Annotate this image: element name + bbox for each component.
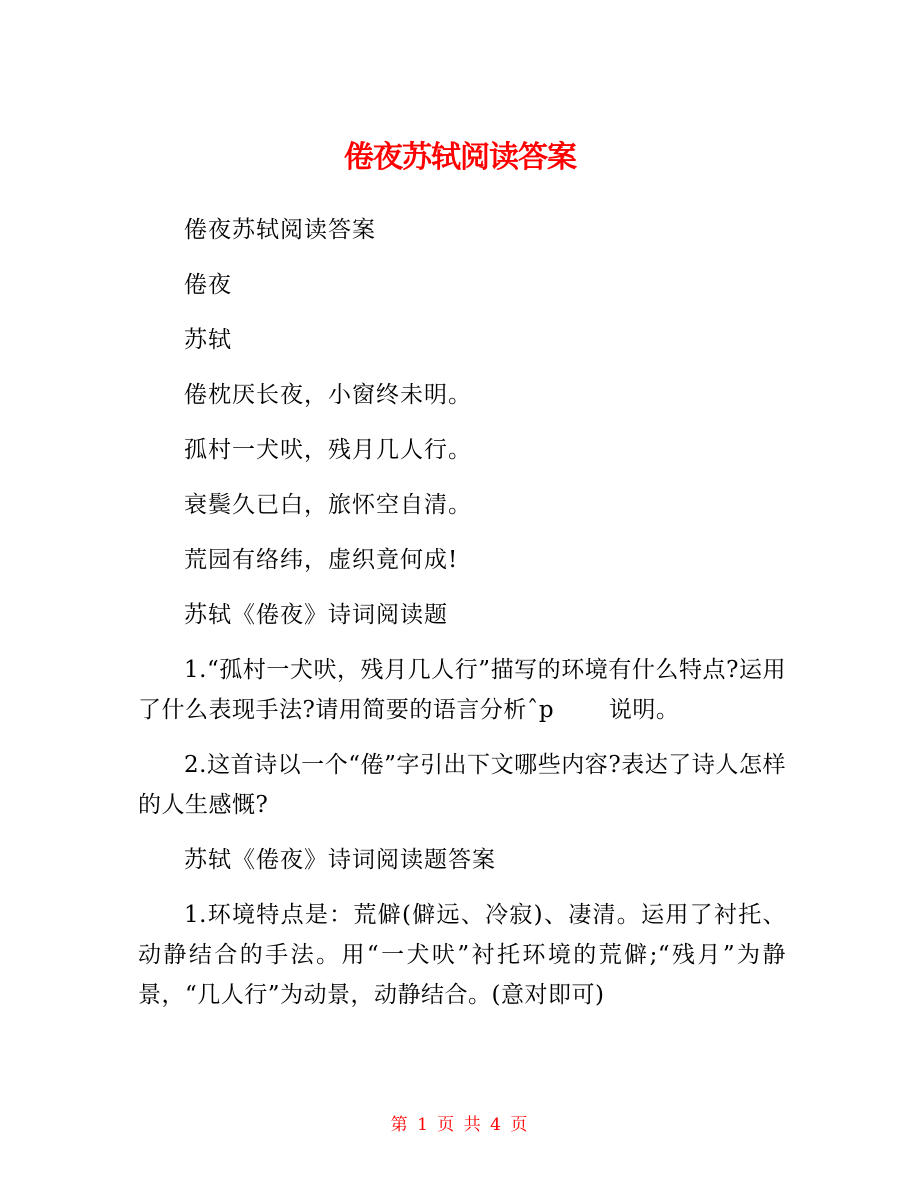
poem-line-1: 倦枕厌长夜，小窗终未明。 xyxy=(184,382,472,408)
answers-heading: 苏轼《倦夜》诗词阅读题答案 xyxy=(184,847,496,873)
page-number-footer: 第 1 页 共 4 页 xyxy=(390,1115,530,1135)
page-title: 倦夜苏轼阅读答案 xyxy=(344,140,576,176)
poem-author: 苏轼 xyxy=(184,327,232,353)
questions-heading: 苏轼《倦夜》诗词阅读题 xyxy=(184,602,448,628)
document-body xyxy=(138,210,786,1030)
poem-line-2: 孤村一犬吠，残月几人行。 xyxy=(184,437,472,463)
poem-line-4: 荒园有络纬，虚织竟何成! xyxy=(184,547,459,573)
question-2: 2.这首诗以一个“倦”字引出下文哪些内容?表达了诗人怎样的人生感慨? xyxy=(138,752,786,818)
poem-title: 倦夜 xyxy=(184,272,232,298)
answer-1: 1.环境特点是：荒僻(僻远、冷寂)、凄清。运用了衬托、动静结合的手法。用“一犬吠”衬托环境的荒僻;“残月”为静景，“几人行”为动景，动静结合。(意对即可) xyxy=(138,902,786,1008)
paragraph-heading: 倦夜苏轼阅读答案 xyxy=(184,217,376,243)
question-1: 1.“孤村一犬吠，残月几人行”描写的环境有什么特点?运用了什么表现手法?请用简要的语言分析ˆp 说明。 xyxy=(138,657,786,723)
poem-line-3: 衰鬓久已白，旅怀空自清。 xyxy=(184,492,472,518)
